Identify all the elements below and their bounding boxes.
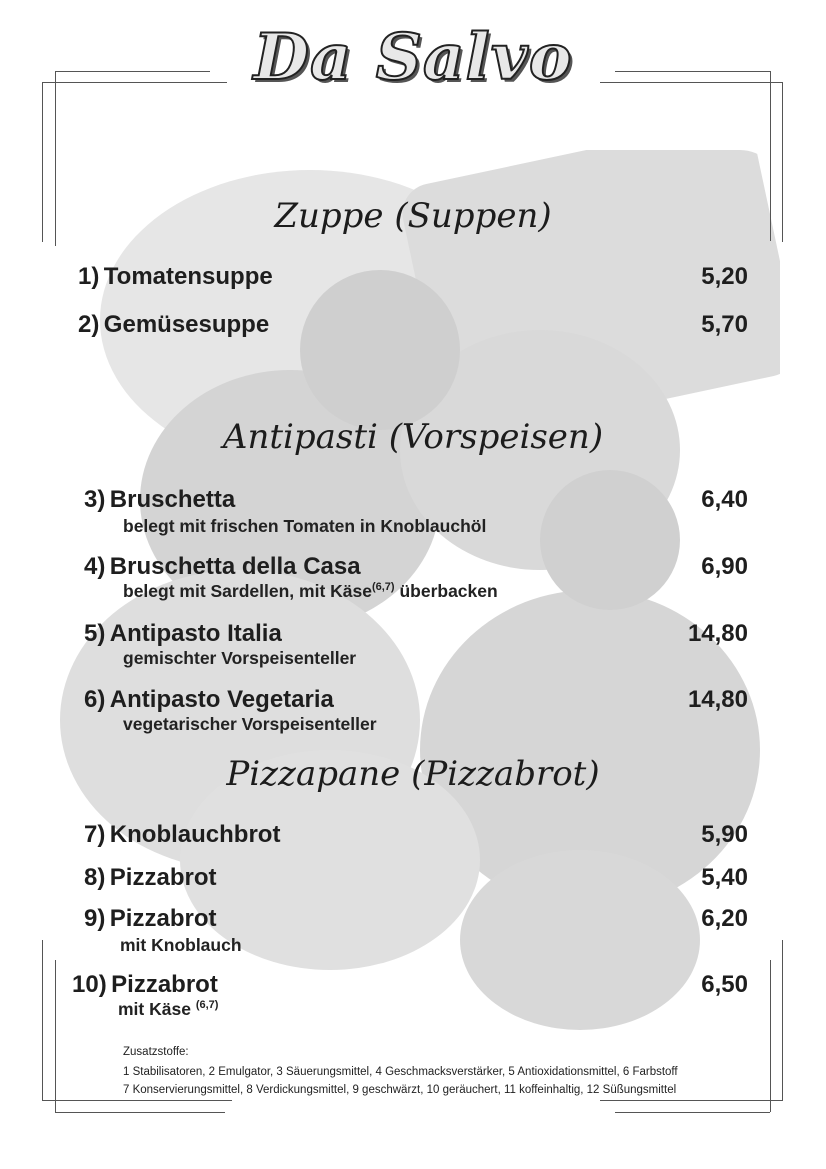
item-name: Tomatensuppe [103, 263, 273, 290]
menu-item-10 [72, 971, 218, 1020]
item-price-4: 6,90 [701, 553, 748, 580]
additives-footnote [123, 1043, 678, 1099]
item-number: 4) [84, 553, 106, 580]
item-price-2: 5,70 [701, 311, 748, 338]
item-name: Antipasto Vegetaria [109, 686, 334, 713]
frame-bottom-left-v [42, 940, 43, 1100]
item-price-5: 14,80 [687, 620, 748, 647]
allergen-superscript: (6,7) [195, 999, 219, 1012]
item-name: Pizzabrot [109, 864, 217, 891]
menu-item-9 [84, 905, 242, 956]
item-description [118, 999, 218, 1020]
item-name: Bruschetta della Casa [109, 553, 361, 580]
item-name: Antipasto Italia [109, 620, 282, 647]
item-price-6: 14,80 [687, 686, 748, 713]
frame-bottom-right-v2 [770, 960, 771, 1112]
section-title-pizzapane: Pizzapane (Pizzabrot) [226, 754, 600, 794]
item-name: Knoblauchbrot [109, 821, 281, 848]
item-price-3: 6,40 [701, 486, 748, 513]
item-description-text: mit Käse [118, 999, 196, 1019]
item-name: Bruschetta [109, 486, 236, 513]
menu-item-2 [78, 311, 269, 339]
item-description [120, 935, 242, 956]
allergen-superscript: (6,7) [371, 581, 395, 594]
frame-bottom-left-h2 [55, 1112, 225, 1113]
frame-bottom-right-h2 [615, 1112, 770, 1113]
item-description-text: gemischter Vorspeisenteller [123, 648, 357, 668]
item-price-1: 5,20 [701, 263, 748, 290]
item-name: Gemüsesuppe [103, 311, 270, 338]
menu-item-5 [84, 620, 356, 669]
item-description [123, 714, 377, 735]
additives-line-2: 7 Konservierungsmittel, 8 Verdickungsmittel, 9 geschwärzt, 10 geräuchert, 11 koffeinhaltig, 12 Süßungsmittel [123, 1084, 677, 1096]
item-description [123, 648, 356, 669]
item-price-9: 6,20 [701, 905, 748, 932]
item-number: 3) [84, 486, 106, 513]
menu-item-8 [84, 864, 216, 892]
item-price-10: 6,50 [701, 971, 748, 998]
menu-item-7 [84, 821, 280, 849]
item-description [123, 516, 486, 537]
item-description-text: mit Knoblauch [120, 935, 242, 955]
item-number: 10) [72, 971, 107, 998]
item-description [123, 581, 498, 602]
item-name: Pizzabrot [109, 905, 217, 932]
additives-title: Zusatzstoffe: [123, 1046, 189, 1058]
item-number: 7) [84, 821, 106, 848]
frame-bottom-left-v2 [55, 960, 56, 1112]
section-title-antipasti: Antipasti (Vorspeisen) [222, 417, 604, 457]
frame-bottom-left-h [42, 1100, 232, 1101]
menu-item-6 [84, 686, 377, 735]
item-description-text: belegt mit frischen Tomaten in Knoblauchöl [123, 516, 487, 536]
item-price-8: 5,40 [701, 864, 748, 891]
menu-item-3 [84, 486, 486, 537]
item-number: 6) [84, 686, 106, 713]
item-number: 9) [84, 905, 106, 932]
item-price-7: 5,90 [701, 821, 748, 848]
item-number: 5) [84, 620, 106, 647]
restaurant-logo: Da Salvo [253, 20, 573, 95]
additives-line-1: 1 Stabilisatoren, 2 Emulgator, 3 Säuerungsmittel, 4 Geschmacksverstärker, 5 Antioxidationsmittel, 6 Farbstoff [123, 1066, 678, 1078]
section-title-zuppe: Zuppe (Suppen) [274, 196, 552, 236]
frame-bottom-right-h [600, 1100, 783, 1101]
item-number: 8) [84, 864, 106, 891]
item-number: 2) [78, 311, 100, 338]
item-number: 1) [78, 263, 100, 290]
frame-bottom-right-v [782, 940, 783, 1100]
menu-item-1 [78, 263, 273, 291]
item-description-suffix: überbacken [394, 581, 498, 601]
item-description-text: vegetarischer Vorspeisenteller [123, 714, 377, 734]
item-name: Pizzabrot [111, 971, 218, 998]
menu-item-4 [84, 553, 498, 602]
item-description-text: belegt mit Sardellen, mit Käse [123, 581, 372, 601]
